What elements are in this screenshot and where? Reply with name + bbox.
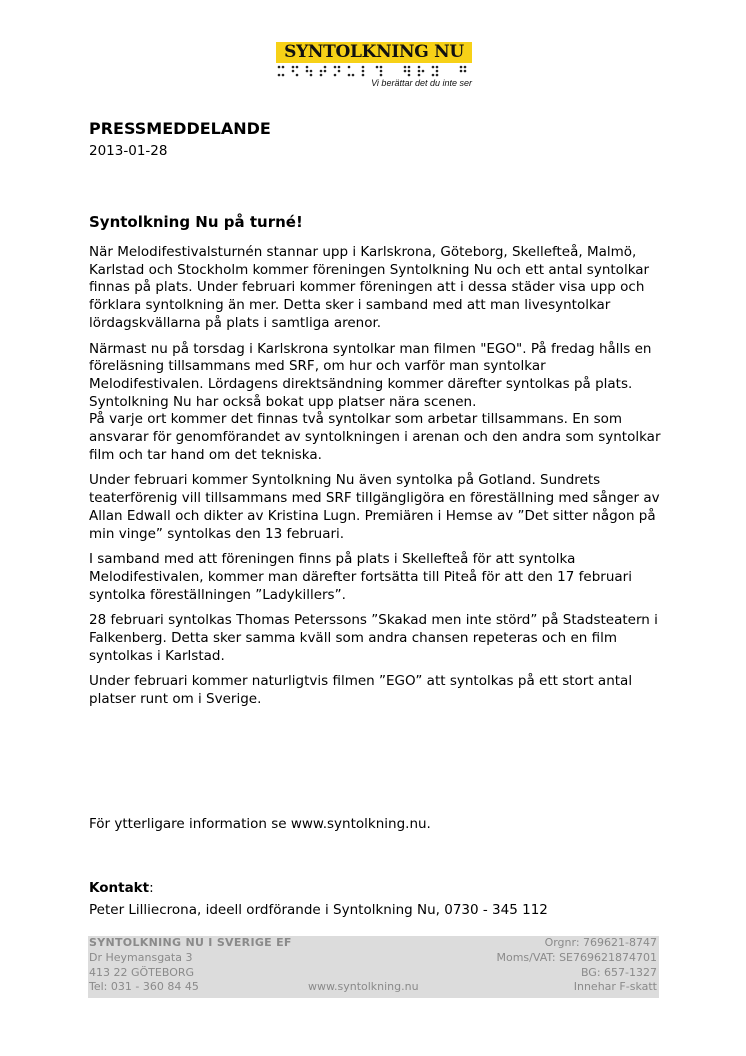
braille-dot xyxy=(310,70,313,73)
braille-dot xyxy=(292,66,295,69)
contact-label xyxy=(89,879,154,897)
document-date: 2013-01-28 xyxy=(89,143,168,159)
braille-dot xyxy=(306,70,309,73)
braille-dot xyxy=(282,66,285,69)
paragraph: I samband med att föreningen finns på plats i Skellefteå för att syntolka Melodifestivalen, kommer man därefter fortsätta till Piteå för att den 17 februari syntolka föreställningen ”Ladykillers”. xyxy=(89,551,632,603)
more-info-text: För ytterligare information se www.syntolkning.nu. xyxy=(89,816,431,832)
footer-orgnr: Orgnr: 769621-8747 xyxy=(544,936,657,949)
braille-dot xyxy=(404,70,407,73)
braille-dot xyxy=(334,66,337,69)
braille-dot xyxy=(408,70,411,73)
braille-dot xyxy=(362,70,365,73)
braille-dot xyxy=(296,74,299,77)
braille-dot xyxy=(380,66,383,69)
paragraph: På varje ort kommer det finnas två syntolkar som arbetar tillsammans. En som ansvarar för genomförandet av syntolkningen i arenan och den andra som syntolkar film och tar hand om det tekniska. xyxy=(89,411,661,463)
braille-dot xyxy=(310,74,313,77)
braille-dot xyxy=(408,66,411,69)
contact-label-text: Kontakt xyxy=(89,880,150,896)
braille-dot xyxy=(460,66,463,69)
braille-dot xyxy=(324,66,327,69)
logo-tagline: Vi berättar det du inte ser xyxy=(371,78,472,88)
braille-dot xyxy=(338,66,341,69)
footer-phone: Tel: 031 - 360 84 45 xyxy=(89,980,199,994)
braille-dot xyxy=(432,66,435,69)
logo xyxy=(276,42,472,92)
letterhead-footer xyxy=(88,936,659,998)
braille-dot xyxy=(352,74,355,77)
paragraph: Under februari kommer Syntolkning Nu även syntolka på Gotland. Sundrets teaterförenig vill tillsammans med SRF tillgängligöra en föreställning med sånger av Allan Edwall och dikter av Kristina Lugn. Premiären i Hemse av ”Det sitter någon på min vinge” syntolkas den 13 februari. xyxy=(89,472,660,542)
braille-dot xyxy=(464,66,467,69)
press-body xyxy=(89,244,661,717)
braille-dot xyxy=(404,66,407,69)
braille-dot xyxy=(348,74,351,77)
logo-wordmark: SYNTOLKNING NU xyxy=(284,42,464,62)
footer-website: www.syntolkning.nu xyxy=(308,980,419,994)
braille-dot xyxy=(380,74,383,77)
braille-dot xyxy=(324,70,327,73)
braille-dot xyxy=(418,70,421,73)
footer-vat: Moms/VAT: SE769621874701 xyxy=(496,950,657,964)
braille-dot xyxy=(348,66,351,69)
braille-dot xyxy=(418,74,421,77)
braille-dot xyxy=(436,74,439,77)
braille-dot xyxy=(422,70,425,73)
braille-dot xyxy=(306,66,309,69)
document-title: PRESSMEDDELANDE xyxy=(89,119,271,138)
braille-dots-icon xyxy=(276,64,472,78)
paragraph: 28 februari syntolkas Thomas Peterssons ”Skakad men inte störd” på Stadsteatern i Falkenberg. Detta sker samma kväll som andra chansen repeteras och en film syntolkas i Karlstad. xyxy=(89,612,658,664)
braille-dot xyxy=(320,70,323,73)
contact-label-colon: : xyxy=(149,880,154,896)
braille-dot xyxy=(278,66,281,69)
braille-dot xyxy=(278,74,281,77)
braille-dot xyxy=(436,70,439,73)
footer-city: 413 22 GÖTEBORG xyxy=(89,965,195,979)
braille-dot xyxy=(408,74,411,77)
braille-dot xyxy=(460,70,463,73)
paragraph: Under februari kommer naturligtvis filmen ”EGO” att syntolkas på ett stort antal platser runt om i Sverige. xyxy=(89,673,633,708)
footer-street: Dr Heymansgata 3 xyxy=(89,950,193,964)
press-heading: Syntolkning Nu på turné! xyxy=(89,213,303,231)
braille-dot xyxy=(282,74,285,77)
braille-dot xyxy=(296,66,299,69)
braille-dot xyxy=(338,70,341,73)
braille-dot xyxy=(292,70,295,73)
paragraph: När Melodifestivalsturnén stannar upp i Karlskrona, Göteborg, Skellefteå, Malmö, Karlstad och Stockholm kommer föreningen Syntolkning Nu och ett antal syntolkar finnas på plats. Under februari kommer föreningen att i dessa städer visa upp och förklara syntolkning än mer. Detta sker i samband med att man livesyntolkar lördagskvällarna på plats i samtliga arenor. xyxy=(89,244,650,331)
braille-dot xyxy=(362,66,365,69)
paragraph: Närmast nu på torsdag i Karlskrona syntolkar man filmen "EGO". På fredag hålls en föreläsning tillsammans med SRF, om hur och varför man syntolkar Melodifestivalen. Lördagens direktsändning kommer därefter syntolkas på plats. Syntolkning Nu har också bokat upp platser nära scenen. xyxy=(89,340,652,410)
braille-dot xyxy=(418,66,421,69)
braille-dot xyxy=(320,74,323,77)
footer-bg: BG: 657-1327 xyxy=(580,965,657,979)
footer-tax: Innehar F-skatt xyxy=(573,980,657,994)
contact-person: Peter Lilliecrona, ideell ordförande i Syntolkning Nu, 0730 - 345 112 xyxy=(89,902,548,918)
braille-dot xyxy=(362,74,365,77)
footer-org-name: SYNTOLKNING NU I SVERIGE EF xyxy=(89,936,292,949)
braille-dot xyxy=(464,70,467,73)
braille-dot xyxy=(334,74,337,77)
braille-dot xyxy=(380,70,383,73)
braille-dot xyxy=(376,66,379,69)
braille-dot xyxy=(436,66,439,69)
braille-dot xyxy=(432,74,435,77)
